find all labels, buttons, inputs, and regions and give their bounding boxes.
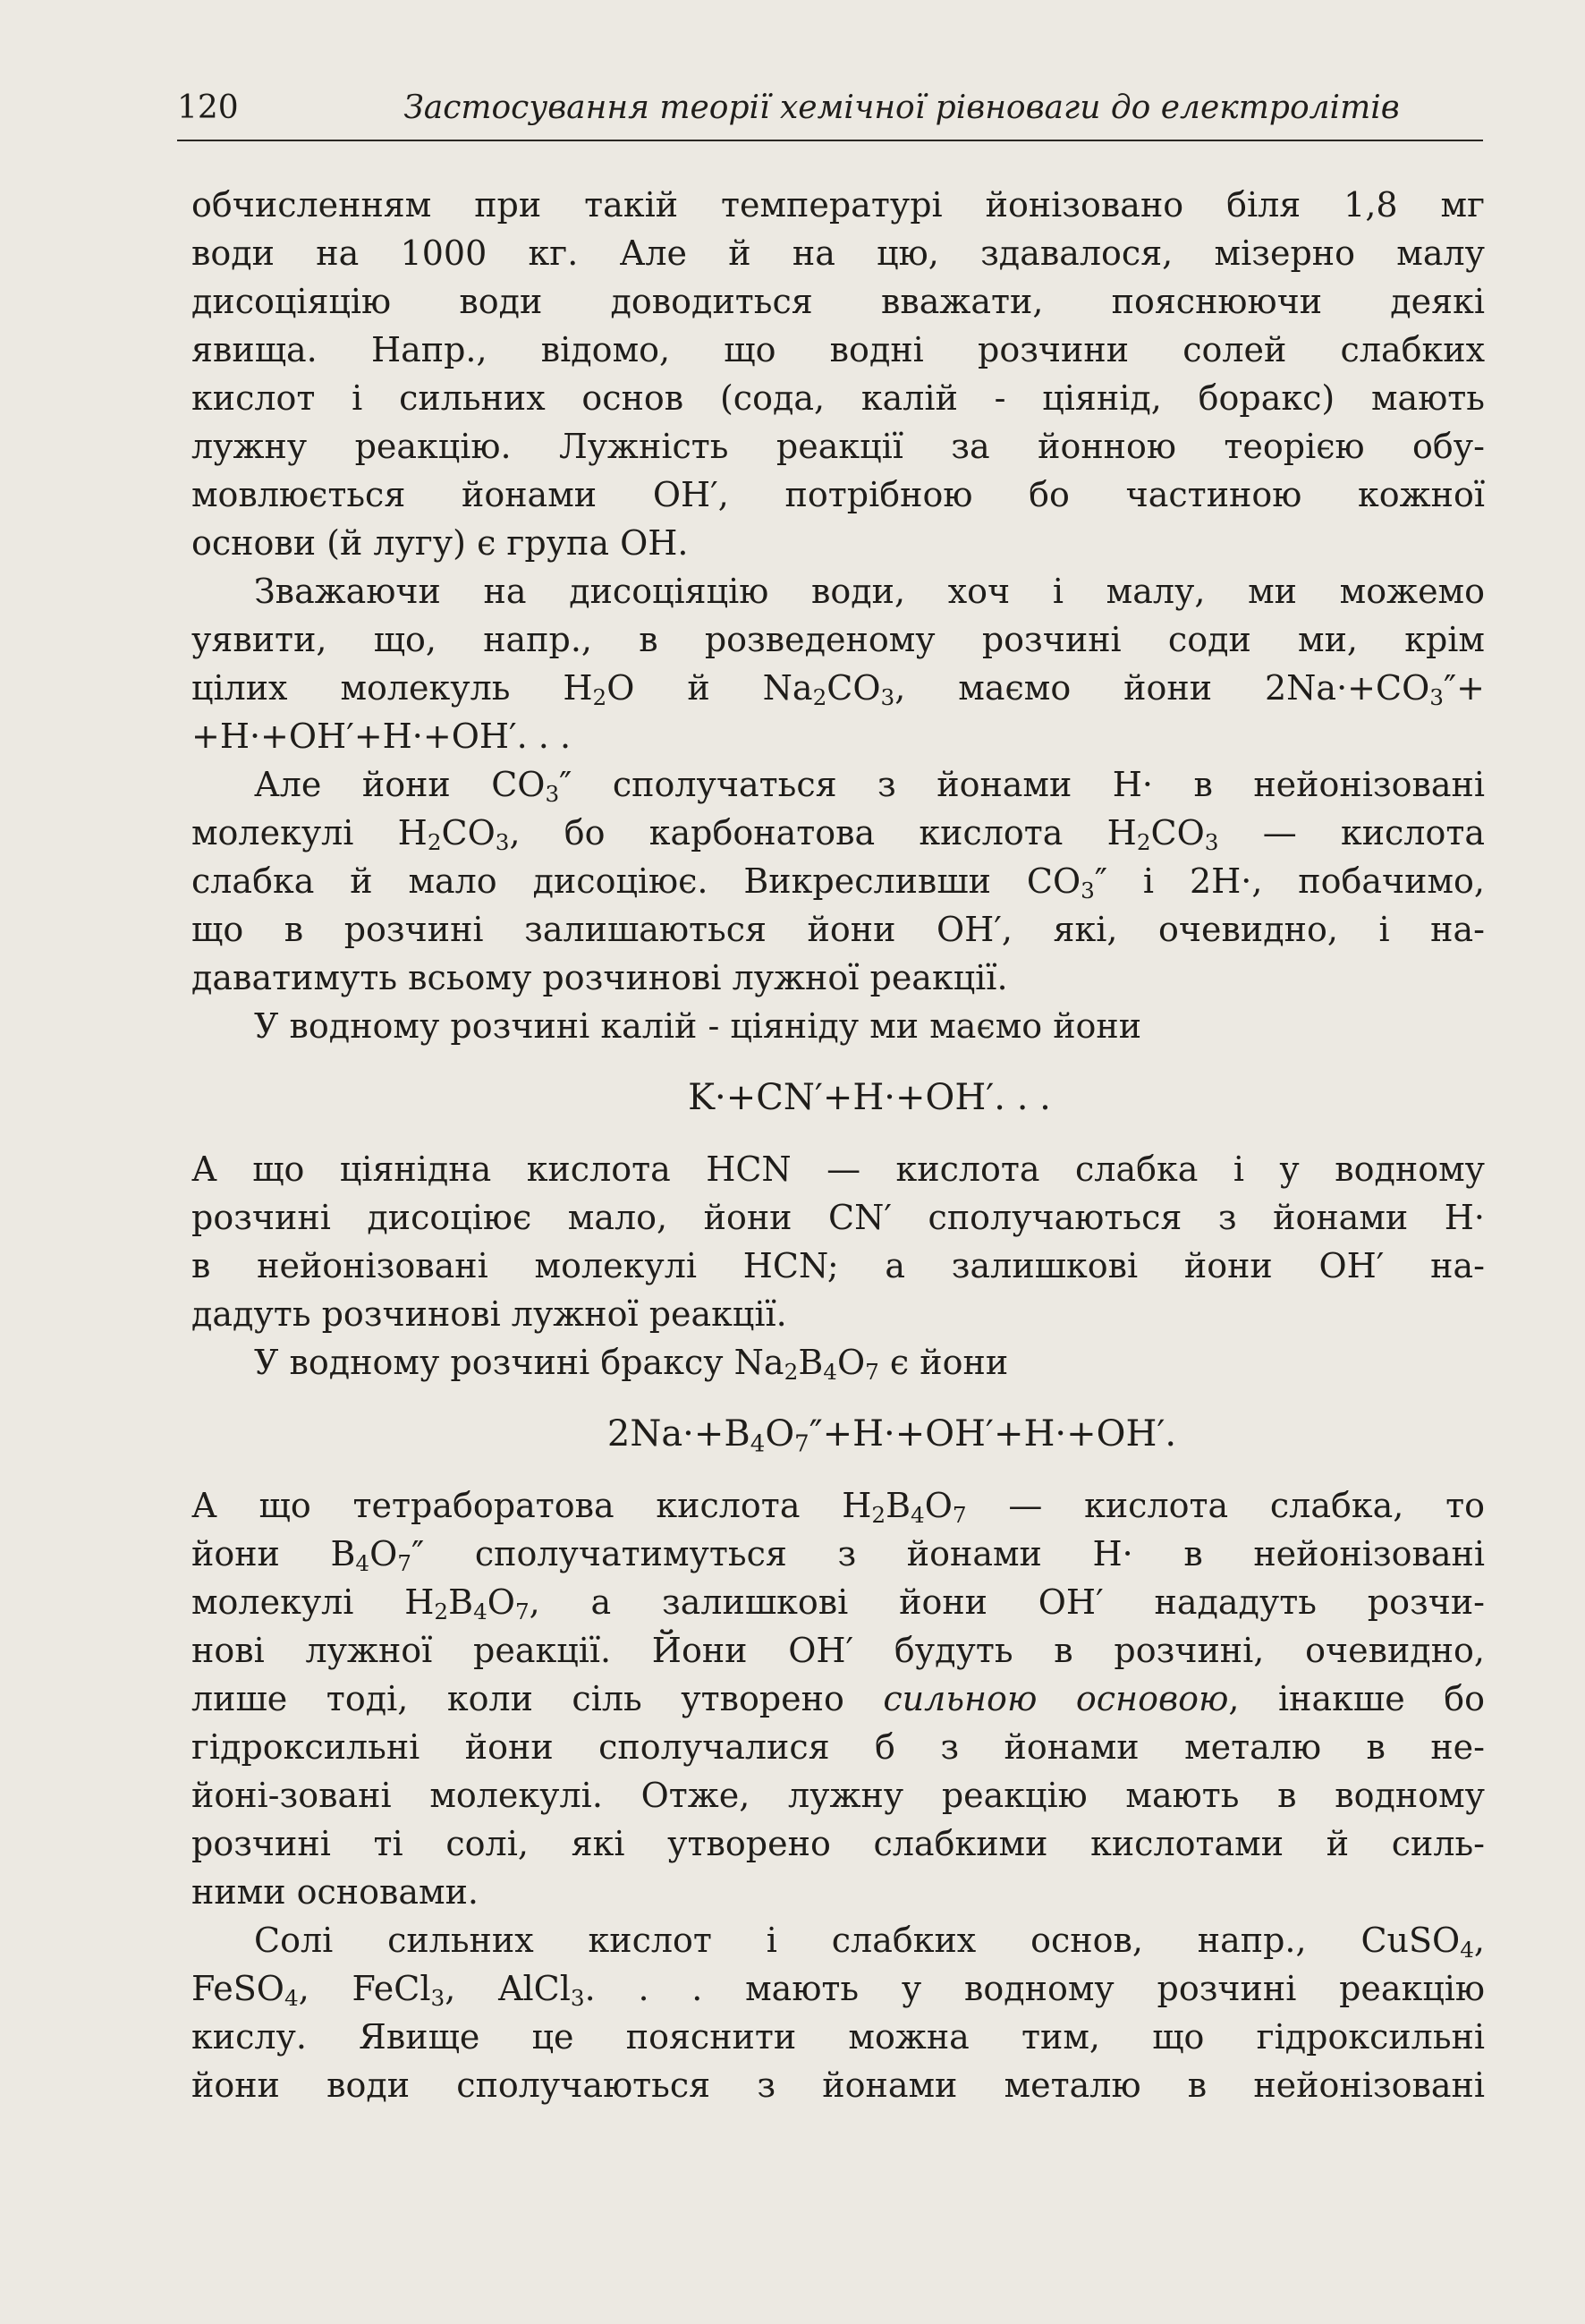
- running-title: Застосування теорії хемічної рівноваги до електролітів: [403, 89, 1400, 126]
- paragraph-cyanide-intro: У водному розчині калій - ціяніду ми маємо йони: [254, 1006, 1142, 1046]
- paragraph-line: основи (й лугу) є група OH.: [191, 523, 689, 563]
- formula-cyanide-ions: K·+CN′+H·+OH′. . .: [688, 1077, 1051, 1118]
- page-number: 120: [177, 89, 239, 126]
- paragraph-line: ними основами.: [191, 1872, 479, 1912]
- paragraph-borax-intro: У водному розчині браксу $Na_2B_4O_7$ є йони: [254, 1343, 1009, 1386]
- paragraph-tetraborate: А що тетраборатова кислота $H_2B_4O_7$ — кислота слабка, то йони $B_4O_7''$ сполучатимуться з йонами H· в нейонізовані молекулі $H_2B_4O_7$, а залишкові йони OH′ нададуть розчи- нові лужної реакції. Йони OH′ будуть в розчині, очевидно, лише тоді, коли сіль утворено сильною основою, інакше бо гідроксильні йони сполучалися б з йонами металю в не- йоні-зовані молекулі. Отже, лужну реакцію мають в водному розчині ті солі, які утворено слабкими кислотами й силь-: [191, 1486, 1486, 1863]
- italic-phrase: сильною основою: [883, 1679, 1229, 1718]
- page-header: [177, 86, 1483, 141]
- paragraph-cyanide: А що ціянідна кислота HCN — кислота слабка і у водному розчині дисоціює мало, йони CN′ сполучаються з йонами H· в нейонізовані молекулі HCN; а залишкові йони OH′ на-: [191, 1149, 1485, 1285]
- formula-borax-ions: $2Na\cdot+B_4O_7''+H\cdot+OH'+H\cdot+OH'$.: [606, 1413, 1177, 1458]
- paragraph-line: +H·+OH′+H·+OH′. . .: [191, 717, 572, 756]
- page-body: [191, 181, 1485, 2109]
- paragraph-line: даватимуть всьому розчинові лужної реакції.: [191, 958, 1008, 997]
- paragraph-carbonate: Але йони $CO_3''$ сполучаться з йонами H· в нейонізовані молекулі $H_2CO_3$, бо карбонатова кислота $H_2CO_3$ — кислота слабка й мало дисоціює. Викресливши $CO_3''$ і 2H·, побачимо, що в розчині залишаються йони OH′, які, очевидно, і на-: [191, 765, 1486, 949]
- paragraph-acid-salts: Солі сильних кислот і слабких основ, напр., CuSO$_4$, FeSO$_4$, FeCl$_3$, AlCl$_3$. . . мають у водному розчині реакцію кислу. Явище це пояснити можна тим, що гідроксильні йони води сполучаються з йонами металю в нейонізовані: [191, 1921, 1486, 2105]
- paragraph-soda: Зважаючи на дисоціяцію води, хоч і малу, ми можемо уявити, що, напр., в розведеному розчині соди ми, крім цілих молекуль $H_2O$ й $Na_2CO_3$, маємо йони $2Na\cdot+CO_3''+$: [191, 572, 1485, 711]
- paragraph-line: дадуть розчинові лужної реакції.: [191, 1294, 787, 1334]
- paragraph-dissociation-intro: обчисленням при такій температурі йонізовано біля 1,8 мг води на 1000 кг. Але й на цю, здавалося, мізерно малу дисоціяцію води доводиться вважати, пояснюючи деякі явища. Напр., відомо, що водні розчини солей слабких кислот і сильних основ (сода, калій - ціянід, боракс) мають лужну реакцію. Лужність реакції за йонною теорією обу- мовлюється йонами OH′, потрібною бо частиною кожної: [191, 185, 1485, 514]
